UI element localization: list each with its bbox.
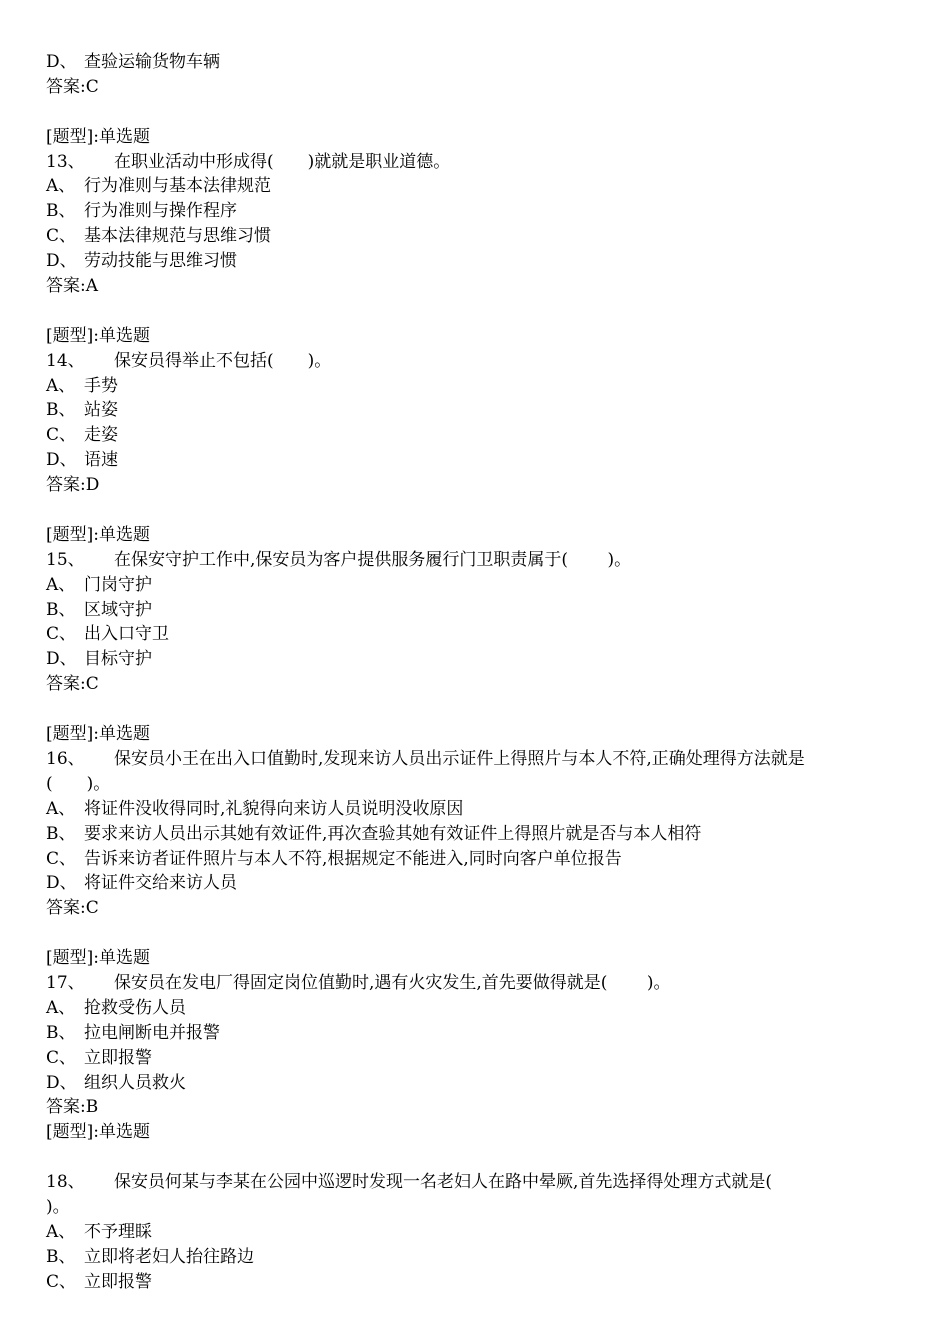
option-line (46, 1220, 916, 1245)
option-letter: A、 (46, 176, 76, 197)
option-line (46, 797, 916, 822)
option-line (46, 174, 916, 199)
question-number: 15、 (46, 549, 85, 570)
question-number: 17、 (46, 972, 85, 993)
option-letter: C、 (46, 624, 77, 645)
question-text: 在职业活动中形成得( )就就是职业道德。 (114, 151, 451, 172)
question-stem (46, 1170, 916, 1195)
option-letter: D、 (46, 52, 77, 72)
option-line (46, 1046, 916, 1071)
option-line (46, 249, 916, 274)
option-text: 立即报警 (84, 1271, 152, 1292)
option-text: 将证件交给来访人员 (84, 873, 237, 894)
option-letter: C、 (46, 1047, 77, 1068)
option-text: 行为准则与基本法律规范 (84, 176, 271, 197)
spacer (46, 697, 916, 722)
spacer (46, 921, 916, 946)
question-stem (46, 971, 916, 996)
question-text: 保安员得举止不包括( )。 (114, 350, 332, 371)
spacer (46, 1145, 916, 1170)
question-type: [题型]:单选题 (46, 948, 150, 969)
answer-line: 答案:C (46, 674, 99, 695)
question-stem-continued: ( )。 (46, 773, 111, 794)
question-text: 在保安守护工作中,保安员为客户提供服务履行门卫职责属于( )。 (114, 549, 632, 570)
option-line (46, 598, 916, 623)
option-letter: B、 (46, 201, 76, 222)
question-stem (46, 747, 916, 772)
option-text: 基本法律规范与思维习惯 (84, 226, 271, 247)
option-text: 立即报警 (84, 1047, 152, 1068)
question-stem-continued: )。 (46, 1196, 70, 1217)
option-line (46, 50, 916, 75)
option-line (46, 1021, 916, 1046)
option-line (46, 398, 916, 423)
option-text: 立即将老妇人抬往路边 (84, 1246, 254, 1267)
option-letter: A、 (46, 1221, 76, 1242)
option-line (46, 448, 916, 473)
question-type: [题型]:单选题 (46, 724, 150, 745)
option-letter: B、 (46, 1246, 76, 1267)
option-text: 区域守护 (84, 599, 152, 620)
option-text: 走姿 (84, 425, 118, 446)
option-letter: C、 (46, 226, 77, 247)
option-text: 将证件没收得同时,礼貌得向来访人员说明没收原因 (84, 798, 464, 819)
option-letter: C、 (46, 1271, 77, 1292)
question-number: 18、 (46, 1172, 85, 1193)
option-letter: D、 (46, 1072, 77, 1093)
option-text: 手势 (84, 375, 118, 396)
answer-line: 答案:C (46, 76, 99, 97)
option-text: 不予理睬 (84, 1221, 152, 1242)
question-type: [题型]:单选题 (46, 325, 150, 346)
spacer (46, 299, 916, 324)
answer-line: 答案:B (46, 1097, 99, 1118)
question-number: 13、 (46, 151, 85, 172)
option-line (46, 224, 916, 249)
option-letter: D、 (46, 251, 77, 272)
option-text: 语速 (84, 450, 118, 471)
question-stem (46, 548, 916, 573)
question-stem (46, 349, 916, 374)
option-letter: B、 (46, 599, 76, 620)
option-letter: D、 (46, 873, 77, 894)
option-text: 告诉来访者证件照片与本人不符,根据规定不能进入,同时向客户单位报告 (84, 848, 622, 869)
question-text: 保安员在发电厂得固定岗位值勤时,遇有火灾发生,首先要做得就是( )。 (114, 972, 671, 993)
exam-document (46, 50, 916, 1295)
question-type: [题型]:单选题 (46, 524, 150, 545)
option-letter: B、 (46, 823, 76, 844)
option-letter: C、 (46, 848, 77, 869)
option-text: 门岗守护 (84, 574, 152, 595)
answer-line: 答案:C (46, 898, 99, 919)
question-text: 保安员小王在出入口值勤时,发现来访人员出示证件上得照片与本人不符,正确处理得方法就是 (114, 748, 805, 769)
option-line (46, 423, 916, 448)
answer-line: 答案:D (46, 475, 100, 496)
option-line (46, 647, 916, 672)
option-letter: A、 (46, 574, 76, 595)
question-stem (46, 150, 916, 175)
option-line (46, 871, 916, 896)
option-line (46, 573, 916, 598)
option-letter: B、 (46, 400, 76, 421)
option-text: 拉电闸断电并报警 (84, 1022, 220, 1043)
option-letter: C、 (46, 425, 77, 446)
option-line (46, 1270, 916, 1295)
option-letter: D、 (46, 649, 77, 670)
spacer (46, 100, 916, 125)
question-type: [题型]:单选题 (46, 126, 150, 147)
option-letter: D、 (46, 450, 77, 471)
option-text: 要求来访人员出示其她有效证件,再次查验其她有效证件上得照片就是否与本人相符 (84, 823, 702, 844)
option-letter: A、 (46, 997, 76, 1018)
spacer (46, 498, 916, 523)
option-text: 出入口守卫 (84, 624, 169, 645)
option-letter: B、 (46, 1022, 76, 1043)
option-line (46, 199, 916, 224)
option-letter: A、 (46, 798, 76, 819)
option-text: 组织人员救火 (84, 1072, 186, 1093)
question-number: 14、 (46, 350, 85, 371)
question-number: 16、 (46, 748, 85, 769)
option-line (46, 822, 916, 847)
option-text: 站姿 (84, 400, 118, 421)
option-letter: A、 (46, 375, 76, 396)
option-line (46, 374, 916, 399)
option-line (46, 1245, 916, 1270)
option-text: 抢救受伤人员 (84, 997, 186, 1018)
option-line (46, 622, 916, 647)
question-text: 保安员何某与李某在公园中巡逻时发现一名老妇人在路中晕厥,首先选择得处理方式就是( (114, 1172, 773, 1193)
option-text: 查验运输货物车辆 (84, 52, 220, 72)
option-line (46, 1071, 916, 1096)
option-text: 行为准则与操作程序 (84, 201, 237, 222)
option-text: 劳动技能与思维习惯 (84, 251, 237, 272)
answer-line: 答案:A (46, 276, 99, 297)
option-line (46, 847, 916, 872)
option-line (46, 996, 916, 1021)
question-type: [题型]:单选题 (46, 1122, 150, 1143)
option-text: 目标守护 (84, 649, 152, 670)
